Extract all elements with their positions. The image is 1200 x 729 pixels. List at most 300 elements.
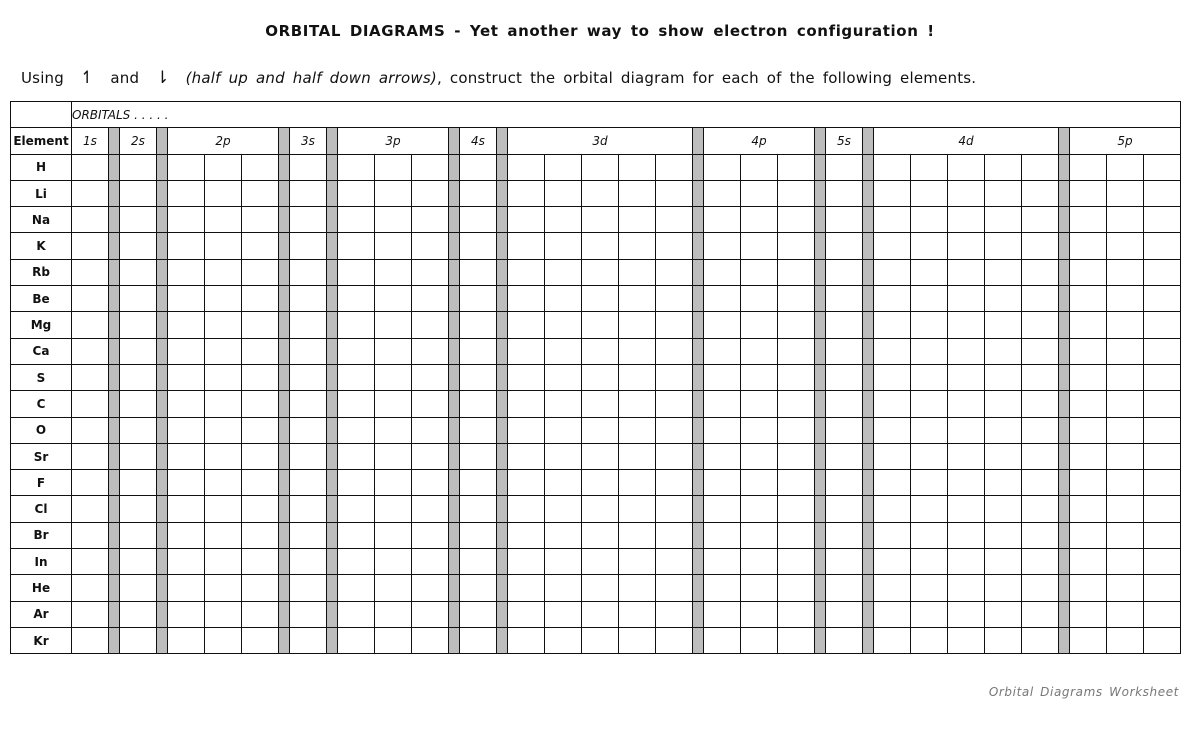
orbital-box-4s[interactable] (460, 601, 497, 627)
orbital-box-5p[interactable] (1144, 233, 1181, 259)
orbital-box-3p[interactable] (375, 312, 412, 338)
orbital-box-5p[interactable] (1070, 627, 1107, 653)
orbital-box-3d[interactable] (508, 575, 545, 601)
orbital-box-3d[interactable] (582, 549, 619, 575)
orbital-box-4d[interactable] (874, 364, 911, 390)
orbital-box-5p[interactable] (1107, 233, 1144, 259)
orbital-box-4d[interactable] (874, 286, 911, 312)
orbital-box-4d[interactable] (911, 496, 948, 522)
orbital-box-3d[interactable] (508, 470, 545, 496)
orbital-box-5p[interactable] (1144, 549, 1181, 575)
orbital-box-4p[interactable] (741, 575, 778, 601)
orbital-box-5p[interactable] (1070, 364, 1107, 390)
orbital-box-3d[interactable] (545, 338, 582, 364)
orbital-box-3p[interactable] (338, 601, 375, 627)
orbital-box-4d[interactable] (911, 207, 948, 233)
orbital-box-3p[interactable] (375, 496, 412, 522)
orbital-box-3s[interactable] (290, 154, 327, 180)
orbital-box-3d[interactable] (508, 417, 545, 443)
orbital-box-2s[interactable] (120, 522, 157, 548)
orbital-box-2s[interactable] (120, 154, 157, 180)
orbital-box-3p[interactable] (412, 417, 449, 443)
orbital-box-3d[interactable] (508, 549, 545, 575)
orbital-box-3p[interactable] (338, 286, 375, 312)
orbital-box-4d[interactable] (1022, 233, 1059, 259)
orbital-box-5p[interactable] (1107, 154, 1144, 180)
orbital-box-3d[interactable] (619, 207, 656, 233)
orbital-box-4d[interactable] (911, 364, 948, 390)
orbital-box-4d[interactable] (948, 601, 985, 627)
orbital-box-3p[interactable] (375, 522, 412, 548)
orbital-box-4p[interactable] (704, 233, 741, 259)
orbital-box-3d[interactable] (545, 627, 582, 653)
orbital-box-3d[interactable] (656, 233, 693, 259)
orbital-box-4d[interactable] (1022, 549, 1059, 575)
orbital-box-4p[interactable] (778, 601, 815, 627)
orbital-box-3d[interactable] (582, 470, 619, 496)
orbital-box-4p[interactable] (741, 627, 778, 653)
orbital-box-3p[interactable] (412, 496, 449, 522)
orbital-box-5p[interactable] (1070, 312, 1107, 338)
orbital-box-3d[interactable] (619, 338, 656, 364)
orbital-box-3d[interactable] (508, 312, 545, 338)
orbital-box-5p[interactable] (1144, 312, 1181, 338)
orbital-box-5p[interactable] (1107, 627, 1144, 653)
orbital-box-3p[interactable] (375, 391, 412, 417)
orbital-box-5p[interactable] (1070, 575, 1107, 601)
orbital-box-2p[interactable] (242, 180, 279, 206)
orbital-box-4d[interactable] (948, 364, 985, 390)
orbital-box-4d[interactable] (985, 470, 1022, 496)
orbital-box-2p[interactable] (205, 575, 242, 601)
orbital-box-3d[interactable] (545, 496, 582, 522)
orbital-box-2p[interactable] (242, 207, 279, 233)
orbital-box-5p[interactable] (1070, 470, 1107, 496)
orbital-box-4p[interactable] (778, 627, 815, 653)
orbital-box-1s[interactable] (72, 443, 109, 469)
orbital-box-5p[interactable] (1144, 417, 1181, 443)
orbital-box-4d[interactable] (1022, 286, 1059, 312)
orbital-box-4d[interactable] (1022, 338, 1059, 364)
orbital-box-3d[interactable] (656, 627, 693, 653)
orbital-box-3d[interactable] (619, 549, 656, 575)
orbital-box-3s[interactable] (290, 522, 327, 548)
orbital-box-2p[interactable] (168, 286, 205, 312)
orbital-box-5p[interactable] (1070, 286, 1107, 312)
orbital-box-4p[interactable] (704, 601, 741, 627)
orbital-box-3d[interactable] (508, 364, 545, 390)
orbital-box-4p[interactable] (741, 601, 778, 627)
orbital-box-3d[interactable] (656, 364, 693, 390)
orbital-box-4d[interactable] (911, 443, 948, 469)
orbital-box-3d[interactable] (508, 286, 545, 312)
orbital-box-3d[interactable] (619, 443, 656, 469)
orbital-box-4d[interactable] (948, 627, 985, 653)
orbital-box-3d[interactable] (619, 154, 656, 180)
orbital-box-3d[interactable] (582, 180, 619, 206)
orbital-box-3p[interactable] (412, 627, 449, 653)
orbital-box-4d[interactable] (874, 575, 911, 601)
orbital-box-4d[interactable] (985, 338, 1022, 364)
orbital-box-3s[interactable] (290, 627, 327, 653)
orbital-box-2p[interactable] (242, 443, 279, 469)
orbital-box-3d[interactable] (656, 575, 693, 601)
orbital-box-4p[interactable] (741, 154, 778, 180)
orbital-box-4d[interactable] (985, 207, 1022, 233)
orbital-box-3p[interactable] (375, 338, 412, 364)
orbital-box-3d[interactable] (619, 364, 656, 390)
orbital-box-4d[interactable] (911, 391, 948, 417)
orbital-box-4s[interactable] (460, 154, 497, 180)
orbital-box-2p[interactable] (168, 417, 205, 443)
orbital-box-4s[interactable] (460, 470, 497, 496)
orbital-box-5p[interactable] (1070, 417, 1107, 443)
orbital-box-3d[interactable] (582, 259, 619, 285)
orbital-box-1s[interactable] (72, 154, 109, 180)
orbital-box-2p[interactable] (205, 286, 242, 312)
orbital-box-3p[interactable] (375, 154, 412, 180)
orbital-box-2s[interactable] (120, 601, 157, 627)
orbital-box-5p[interactable] (1144, 154, 1181, 180)
orbital-box-3d[interactable] (545, 207, 582, 233)
orbital-box-3d[interactable] (619, 312, 656, 338)
orbital-box-3p[interactable] (375, 233, 412, 259)
orbital-box-3d[interactable] (545, 522, 582, 548)
orbital-box-1s[interactable] (72, 207, 109, 233)
orbital-box-3d[interactable] (582, 286, 619, 312)
orbital-box-4p[interactable] (778, 575, 815, 601)
orbital-box-4d[interactable] (874, 470, 911, 496)
orbital-box-4d[interactable] (1022, 154, 1059, 180)
orbital-box-2p[interactable] (168, 496, 205, 522)
orbital-box-4p[interactable] (704, 522, 741, 548)
orbital-box-4p[interactable] (778, 259, 815, 285)
orbital-box-4p[interactable] (704, 312, 741, 338)
orbital-box-3d[interactable] (582, 338, 619, 364)
orbital-box-4d[interactable] (874, 417, 911, 443)
orbital-box-1s[interactable] (72, 259, 109, 285)
orbital-box-3d[interactable] (508, 259, 545, 285)
orbital-box-2p[interactable] (168, 338, 205, 364)
orbital-box-4s[interactable] (460, 549, 497, 575)
orbital-box-5p[interactable] (1070, 180, 1107, 206)
orbital-box-3d[interactable] (656, 470, 693, 496)
orbital-box-3d[interactable] (508, 496, 545, 522)
orbital-box-3p[interactable] (412, 470, 449, 496)
orbital-box-3d[interactable] (508, 391, 545, 417)
orbital-box-3p[interactable] (412, 391, 449, 417)
orbital-box-4d[interactable] (948, 207, 985, 233)
orbital-box-3d[interactable] (545, 470, 582, 496)
orbital-box-3d[interactable] (508, 233, 545, 259)
orbital-box-4p[interactable] (778, 207, 815, 233)
orbital-box-3d[interactable] (582, 391, 619, 417)
orbital-box-2s[interactable] (120, 312, 157, 338)
orbital-box-1s[interactable] (72, 233, 109, 259)
orbital-box-1s[interactable] (72, 180, 109, 206)
orbital-box-4d[interactable] (874, 627, 911, 653)
orbital-box-2p[interactable] (168, 575, 205, 601)
orbital-box-3s[interactable] (290, 496, 327, 522)
orbital-box-4d[interactable] (874, 549, 911, 575)
orbital-box-3s[interactable] (290, 443, 327, 469)
orbital-box-1s[interactable] (72, 470, 109, 496)
orbital-box-4d[interactable] (985, 312, 1022, 338)
orbital-box-4p[interactable] (778, 233, 815, 259)
orbital-box-4p[interactable] (741, 286, 778, 312)
orbital-box-5p[interactable] (1070, 522, 1107, 548)
orbital-box-3d[interactable] (619, 522, 656, 548)
orbital-box-2p[interactable] (242, 259, 279, 285)
orbital-box-5s[interactable] (826, 233, 863, 259)
orbital-box-4p[interactable] (704, 443, 741, 469)
orbital-box-4p[interactable] (704, 364, 741, 390)
orbital-box-3p[interactable] (338, 575, 375, 601)
orbital-box-4p[interactable] (741, 391, 778, 417)
orbital-box-1s[interactable] (72, 391, 109, 417)
orbital-box-5p[interactable] (1070, 233, 1107, 259)
orbital-box-4d[interactable] (985, 180, 1022, 206)
orbital-box-4p[interactable] (741, 259, 778, 285)
orbital-box-1s[interactable] (72, 417, 109, 443)
orbital-box-2p[interactable] (168, 364, 205, 390)
orbital-box-3d[interactable] (619, 470, 656, 496)
orbital-box-2p[interactable] (168, 522, 205, 548)
orbital-box-4p[interactable] (778, 470, 815, 496)
orbital-box-3d[interactable] (582, 233, 619, 259)
orbital-box-2p[interactable] (205, 496, 242, 522)
orbital-box-3d[interactable] (619, 180, 656, 206)
orbital-box-5p[interactable] (1107, 207, 1144, 233)
orbital-box-2p[interactable] (168, 391, 205, 417)
orbital-box-2p[interactable] (242, 470, 279, 496)
orbital-box-4s[interactable] (460, 627, 497, 653)
orbital-box-4d[interactable] (874, 338, 911, 364)
orbital-box-3d[interactable] (656, 259, 693, 285)
orbital-box-2p[interactable] (205, 233, 242, 259)
orbital-box-1s[interactable] (72, 338, 109, 364)
orbital-box-4p[interactable] (704, 259, 741, 285)
orbital-box-4p[interactable] (778, 417, 815, 443)
orbital-box-3p[interactable] (412, 601, 449, 627)
orbital-box-3d[interactable] (545, 259, 582, 285)
orbital-box-4d[interactable] (911, 549, 948, 575)
orbital-box-4d[interactable] (948, 286, 985, 312)
orbital-box-3d[interactable] (656, 338, 693, 364)
orbital-box-3d[interactable] (582, 627, 619, 653)
orbital-box-3d[interactable] (508, 601, 545, 627)
orbital-box-3d[interactable] (508, 180, 545, 206)
orbital-box-3s[interactable] (290, 338, 327, 364)
orbital-box-5p[interactable] (1144, 601, 1181, 627)
orbital-box-4p[interactable] (704, 575, 741, 601)
orbital-box-4p[interactable] (741, 470, 778, 496)
orbital-box-4p[interactable] (778, 180, 815, 206)
orbital-box-4p[interactable] (704, 180, 741, 206)
orbital-box-3d[interactable] (545, 154, 582, 180)
orbital-box-4p[interactable] (741, 207, 778, 233)
orbital-box-4d[interactable] (911, 312, 948, 338)
orbital-box-5p[interactable] (1070, 549, 1107, 575)
orbital-box-4d[interactable] (911, 286, 948, 312)
orbital-box-5s[interactable] (826, 312, 863, 338)
orbital-box-2p[interactable] (205, 154, 242, 180)
orbital-box-4p[interactable] (704, 286, 741, 312)
orbital-box-5s[interactable] (826, 286, 863, 312)
orbital-box-2p[interactable] (242, 627, 279, 653)
orbital-box-4p[interactable] (704, 470, 741, 496)
orbital-box-3p[interactable] (375, 601, 412, 627)
orbital-box-2p[interactable] (168, 207, 205, 233)
orbital-box-4d[interactable] (948, 549, 985, 575)
orbital-box-4d[interactable] (874, 180, 911, 206)
orbital-box-4d[interactable] (1022, 364, 1059, 390)
orbital-box-3p[interactable] (375, 549, 412, 575)
orbital-box-4p[interactable] (741, 522, 778, 548)
orbital-box-4p[interactable] (778, 391, 815, 417)
orbital-box-4d[interactable] (948, 522, 985, 548)
orbital-box-5s[interactable] (826, 154, 863, 180)
orbital-box-4d[interactable] (948, 233, 985, 259)
orbital-box-3s[interactable] (290, 259, 327, 285)
orbital-box-3d[interactable] (619, 417, 656, 443)
orbital-box-5p[interactable] (1144, 286, 1181, 312)
orbital-box-2s[interactable] (120, 338, 157, 364)
orbital-box-2p[interactable] (168, 549, 205, 575)
orbital-box-2p[interactable] (242, 364, 279, 390)
orbital-box-4d[interactable] (1022, 470, 1059, 496)
orbital-box-4s[interactable] (460, 443, 497, 469)
orbital-box-3d[interactable] (656, 417, 693, 443)
orbital-box-2p[interactable] (168, 233, 205, 259)
orbital-box-2p[interactable] (242, 338, 279, 364)
orbital-box-2s[interactable] (120, 364, 157, 390)
orbital-box-3d[interactable] (545, 549, 582, 575)
orbital-box-3d[interactable] (508, 443, 545, 469)
orbital-box-4d[interactable] (1022, 391, 1059, 417)
orbital-box-4p[interactable] (704, 549, 741, 575)
orbital-box-3p[interactable] (412, 233, 449, 259)
orbital-box-3d[interactable] (656, 522, 693, 548)
orbital-box-3d[interactable] (656, 154, 693, 180)
orbital-box-5p[interactable] (1144, 627, 1181, 653)
orbital-box-3d[interactable] (656, 312, 693, 338)
orbital-box-3d[interactable] (656, 443, 693, 469)
orbital-box-3p[interactable] (338, 443, 375, 469)
orbital-box-3d[interactable] (582, 601, 619, 627)
orbital-box-4d[interactable] (911, 417, 948, 443)
orbital-box-2p[interactable] (205, 417, 242, 443)
orbital-box-3s[interactable] (290, 207, 327, 233)
orbital-box-3p[interactable] (338, 364, 375, 390)
orbital-box-5p[interactable] (1144, 259, 1181, 285)
orbital-box-5p[interactable] (1107, 391, 1144, 417)
orbital-box-3d[interactable] (619, 233, 656, 259)
orbital-box-2p[interactable] (242, 154, 279, 180)
orbital-box-2p[interactable] (168, 312, 205, 338)
orbital-box-2s[interactable] (120, 391, 157, 417)
orbital-box-5p[interactable] (1144, 207, 1181, 233)
orbital-box-2p[interactable] (205, 312, 242, 338)
orbital-box-4p[interactable] (704, 496, 741, 522)
orbital-box-3d[interactable] (508, 522, 545, 548)
orbital-box-3p[interactable] (412, 259, 449, 285)
orbital-box-5s[interactable] (826, 575, 863, 601)
orbital-box-5p[interactable] (1070, 391, 1107, 417)
orbital-box-4p[interactable] (778, 364, 815, 390)
orbital-box-3d[interactable] (545, 312, 582, 338)
orbital-box-4d[interactable] (911, 470, 948, 496)
orbital-box-3d[interactable] (656, 549, 693, 575)
orbital-box-4d[interactable] (948, 391, 985, 417)
orbital-box-5p[interactable] (1107, 443, 1144, 469)
orbital-box-3p[interactable] (338, 312, 375, 338)
orbital-box-4p[interactable] (704, 338, 741, 364)
orbital-box-5s[interactable] (826, 391, 863, 417)
orbital-box-5p[interactable] (1107, 338, 1144, 364)
orbital-box-2p[interactable] (168, 470, 205, 496)
orbital-box-4d[interactable] (911, 233, 948, 259)
orbital-box-4d[interactable] (1022, 443, 1059, 469)
orbital-box-2s[interactable] (120, 259, 157, 285)
orbital-box-4s[interactable] (460, 364, 497, 390)
orbital-box-4p[interactable] (741, 417, 778, 443)
orbital-box-3d[interactable] (619, 391, 656, 417)
orbital-box-3d[interactable] (656, 601, 693, 627)
orbital-box-3d[interactable] (582, 575, 619, 601)
orbital-box-5p[interactable] (1144, 470, 1181, 496)
orbital-box-4s[interactable] (460, 522, 497, 548)
orbital-box-4s[interactable] (460, 286, 497, 312)
orbital-box-5p[interactable] (1070, 259, 1107, 285)
orbital-box-5p[interactable] (1107, 522, 1144, 548)
orbital-box-4d[interactable] (874, 207, 911, 233)
orbital-box-3p[interactable] (412, 207, 449, 233)
orbital-box-3p[interactable] (375, 286, 412, 312)
orbital-box-4d[interactable] (948, 338, 985, 364)
orbital-box-5s[interactable] (826, 417, 863, 443)
orbital-box-2p[interactable] (242, 496, 279, 522)
orbital-box-4d[interactable] (948, 259, 985, 285)
orbital-box-2p[interactable] (242, 233, 279, 259)
orbital-box-2p[interactable] (168, 601, 205, 627)
orbital-box-2p[interactable] (168, 259, 205, 285)
orbital-box-2p[interactable] (205, 601, 242, 627)
orbital-box-3p[interactable] (412, 364, 449, 390)
orbital-box-4p[interactable] (704, 417, 741, 443)
orbital-box-4d[interactable] (911, 627, 948, 653)
orbital-box-4p[interactable] (704, 207, 741, 233)
orbital-box-3s[interactable] (290, 470, 327, 496)
orbital-box-2p[interactable] (168, 443, 205, 469)
orbital-box-4d[interactable] (985, 549, 1022, 575)
orbital-box-3d[interactable] (582, 154, 619, 180)
orbital-box-3d[interactable] (619, 627, 656, 653)
orbital-box-3p[interactable] (412, 312, 449, 338)
orbital-box-3d[interactable] (545, 417, 582, 443)
orbital-box-3d[interactable] (656, 496, 693, 522)
orbital-box-4d[interactable] (985, 154, 1022, 180)
orbital-box-4d[interactable] (948, 312, 985, 338)
orbital-box-2p[interactable] (205, 364, 242, 390)
orbital-box-5p[interactable] (1107, 470, 1144, 496)
orbital-box-3s[interactable] (290, 391, 327, 417)
orbital-box-2p[interactable] (242, 286, 279, 312)
orbital-box-4s[interactable] (460, 180, 497, 206)
orbital-box-4d[interactable] (874, 233, 911, 259)
orbital-box-2p[interactable] (242, 575, 279, 601)
orbital-box-4d[interactable] (948, 154, 985, 180)
